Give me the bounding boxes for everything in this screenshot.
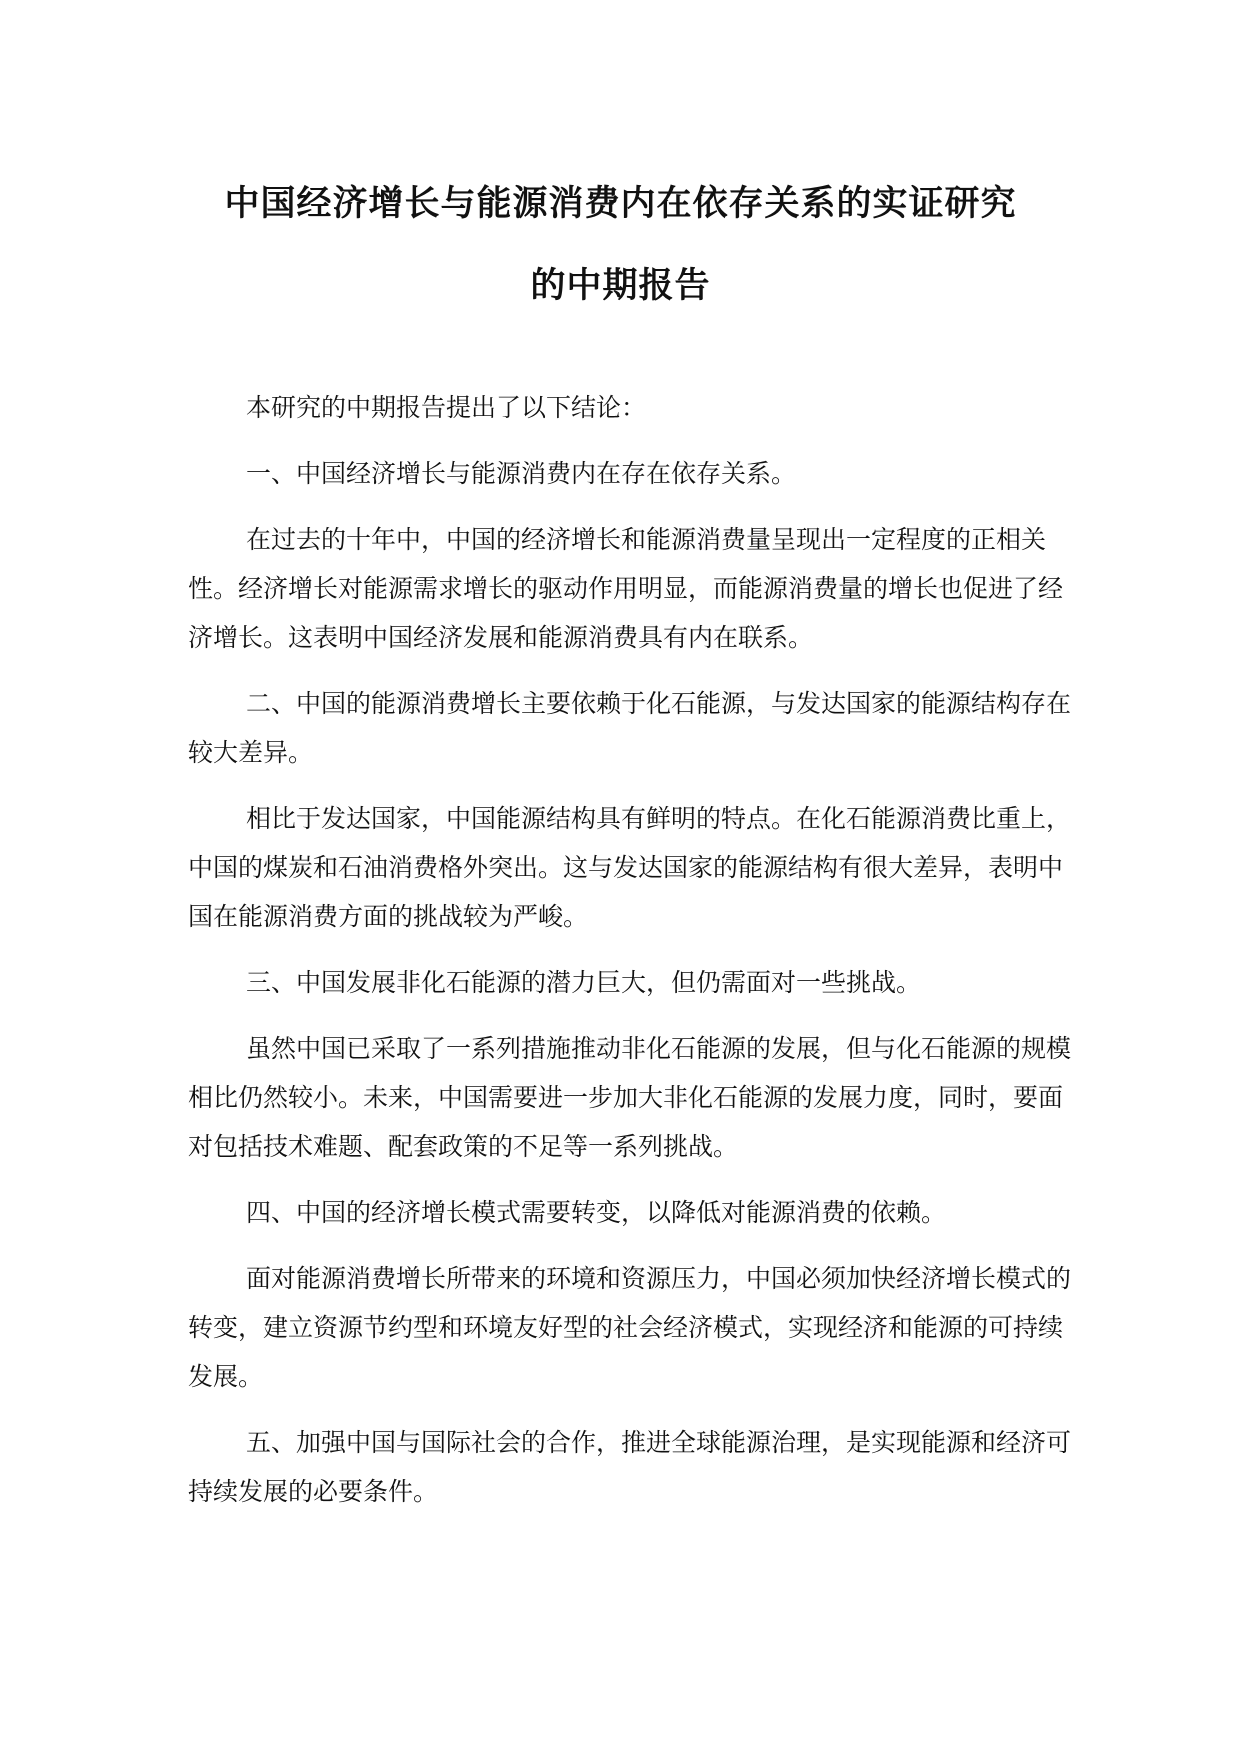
- document-title-line-2: 的中期报告: [530, 266, 711, 306]
- conclusion-3-body: 虽然中国已采取了一系列措施推动非化石能源的发展，但与化石能源的规模相比仍然较小。未来，中国需要进一步加大非化石能源的发展力度，同时，要面对包括技术难题、配套政策的不足等一系列挑战。: [188, 1034, 1072, 1161]
- conclusion-1-body: 在过去的十年中，中国的经济增长和能源消费量呈现出一定程度的正相关性。经济增长对能源需求增长的驱动作用明显，而能源消费量的增长也促进了经济增长。这表明中国经济发展和能源消费具有内在联系。: [188, 525, 1064, 652]
- conclusion-4-body: 面对能源消费增长所带来的环境和资源压力，中国必须加快经济增长模式的转变，建立资源节约型和环境友好型的社会经济模式，实现经济和能源的可持续发展。: [188, 1264, 1072, 1391]
- conclusion-2-heading: 二、中国的能源消费增长主要依赖于化石能源，与发达国家的能源结构存在较大差异。: [188, 689, 1072, 767]
- paragraph-intro: 本研究的中期报告提出了以下结论：: [246, 393, 647, 422]
- document-title-line-1: 中国经济增长与能源消费内在依存关系的实证研究: [224, 184, 1017, 224]
- conclusion-2-body: 相比于发达国家，中国能源结构具有鲜明的特点。在化石能源消费比重上，中国的煤炭和石油消费格外突出。这与发达国家的能源结构有很大差异，表明中国在能源消费方面的挑战较为严峻。: [188, 804, 1072, 931]
- document-body: [188, 383, 1078, 1533]
- conclusion-5-heading: 五、加强中国与国际社会的合作，推进全球能源治理，是实现能源和经济可持续发展的必要条件。: [188, 1428, 1072, 1506]
- conclusion-3-heading: 三、中国发展非化石能源的潜力巨大，但仍需面对一些挑战。: [246, 968, 922, 997]
- conclusion-1-heading: 一、中国经济增长与能源消费内在存在依存关系。: [246, 459, 797, 488]
- conclusion-4-heading: 四、中国的经济增长模式需要转变，以降低对能源消费的依赖。: [246, 1198, 947, 1227]
